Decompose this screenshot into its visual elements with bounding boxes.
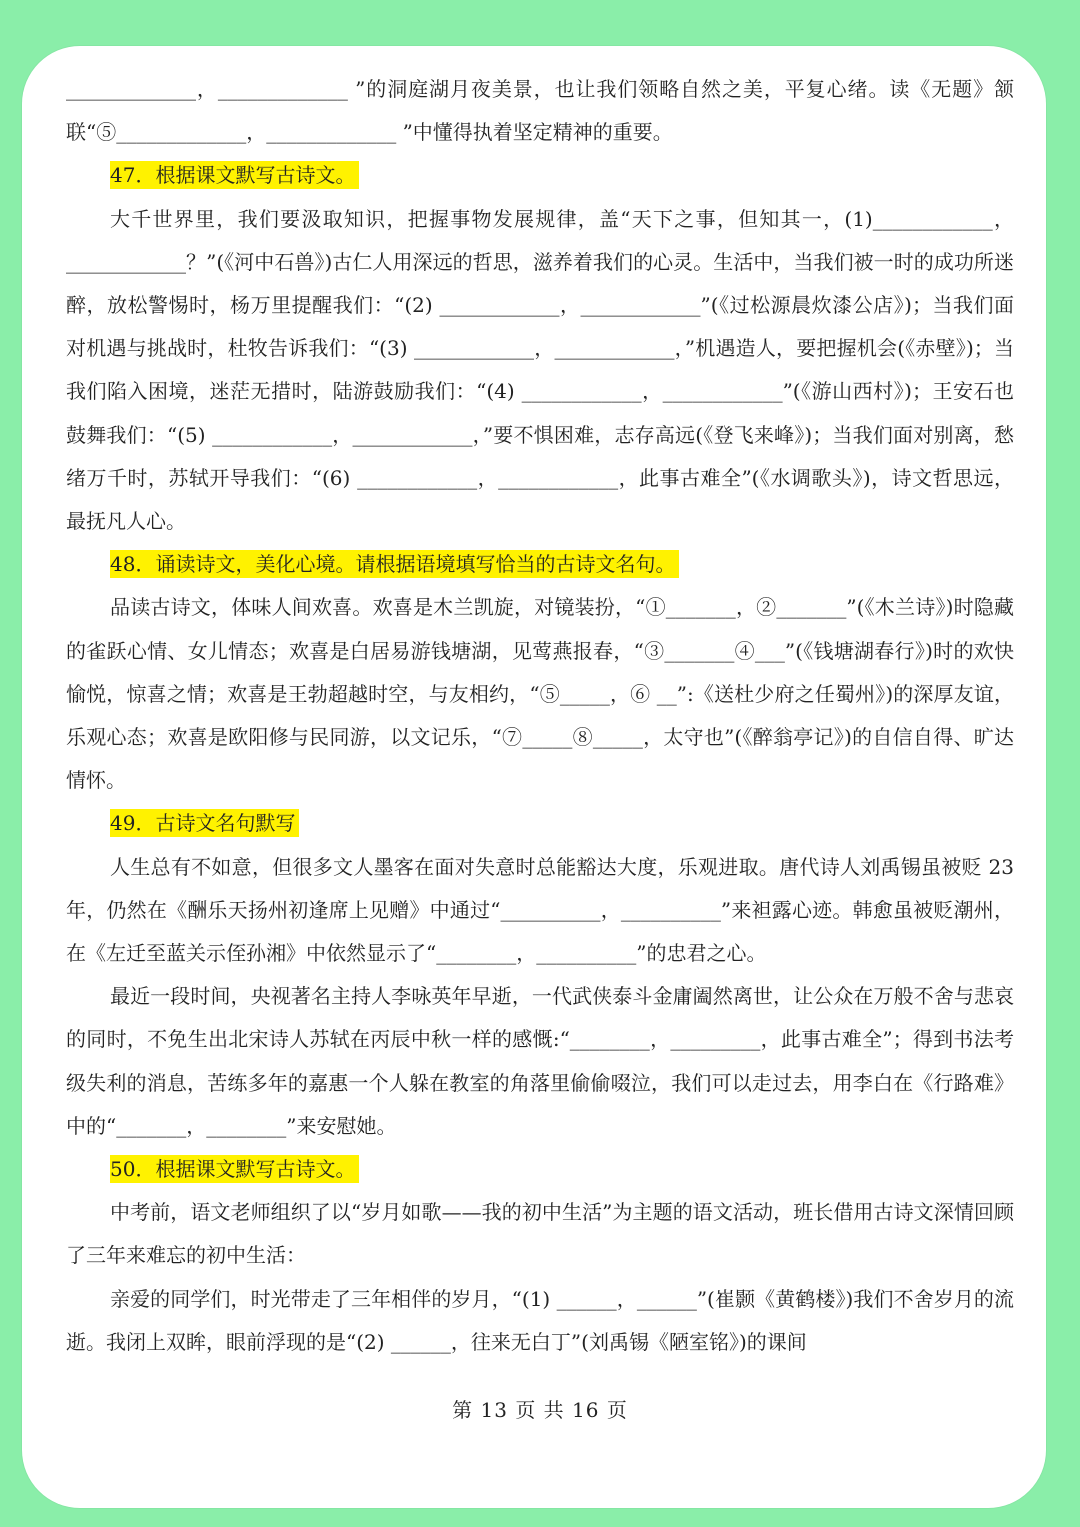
heading-text: 48．诵读诗文，美化心境。请根据语境填写恰当的古诗文名句。 (110, 550, 679, 578)
paragraph: 大千世界里，我们要汲取知识，把握事物发展规律，盖“天下之事，但知其一，(1)____________，____________？”(《河中石兽》)古仁人用深远的哲思，滋养着我们的心灵。生活中，当我们被一时的成功所迷醉，放松警惕时，杨万里提醒我们：“(2) ____________，____________”(《过松源晨炊漆公店》)；当我们面对机遇与挑战时，杜牧告诉我们：“(3) ____________，____________，”机遇造人，要把握机会(《赤壁》)；当我们陷入困境，迷茫无措时，陆游鼓励我们：“(4) ____________，____________”(《游山西村》)；王安石也鼓舞我们：“(5) ____________，____________，”要不惧困难，志存高远(《登飞来峰》)；当我们面对别离，愁绪万千时，苏轼开导我们：“(6) ____________，____________，此事古难全”(《水调歌头》)，诗文哲思远，最抚凡人心。 (66, 206, 1014, 534)
paragraph: 品读古诗文，体味人间欢喜。欢喜是木兰凯旋，对镜装扮，“①_______，②_______”(《木兰诗》)时隐藏的雀跃心情、女儿情态；欢喜是白居易游钱塘湖，见莺燕报春，“③_______④___”(《钱塘湖春行》)时的欢快愉悦，惊喜之情；欢喜是王勃超越时空，与友相约，“⑤_____，⑥ __”:《送杜少府之任蜀州》)的深厚友谊，乐观心态；欢喜是欧阳修与民同游，以文记乐，“⑦_____⑧_____，太守也”(《醉翁亭记》)的自信自得、旷达情怀。 (66, 595, 1014, 793)
question-heading-50 (66, 1148, 1014, 1191)
question-heading-47 (66, 154, 1014, 197)
paragraph: 亲爱的同学们，时光带走了三年相伴的岁月，“(1) ______，______”(崔颢《黄鹤楼》)我们不舍岁月的流逝。我闭上双眸，眼前浮现的是“(2) ______，往来无白丁”(刘禹锡《陋室铭》)的课间 (66, 1286, 1014, 1354)
paragraph: 人生总有不如意，但很多文人墨客在面对失意时总能豁达大度，乐观进取。唐代诗人刘禹锡虽被贬 23 年，仍然在《酬乐天扬州初逢席上见赠》中通过“__________，__________”来袒露心迹。韩愈虽被贬潮州，在《左迁至蓝关示侄孙湘》中依然显示了“________，__________”的忠君之心。 (66, 854, 1014, 966)
paragraph: _____________，_____________ ”的洞庭湖月夜美景，也让我们领略自然之美，平复心绪。读《无题》颔联“⑤_____________，_____________ ”中懂得执着坚定精神的重要。 (66, 77, 1014, 145)
heading-text: 49．古诗文名句默写 (110, 809, 299, 837)
paragraph: 最近一段时间，央视著名主持人李咏英年早逝，一代武侠泰斗金庸阖然离世，让公众在万般不舍与悲哀的同时，不免生出北宋诗人苏轼在丙辰中秋一样的感慨:“________，_________，此事古难全”；得到书法考级失利的消息，苦练多年的嘉惠一个人躲在教室的角落里偷偷啜泣，我们可以走过去，用李白在《行路难》中的“_______，________”来安慰她。 (66, 984, 1014, 1138)
page-footer: 第 13 页 共 16 页 (452, 1398, 628, 1422)
document-content (66, 68, 1014, 1364)
paragraph: 中考前，语文老师组织了以“岁月如歌——我的初中生活”为主题的语文活动，班长借用古诗文深情回顾了三年来难忘的初中生活： (66, 1200, 1014, 1268)
heading-text: 50．根据课文默写古诗文。 (110, 1155, 359, 1183)
question-heading-49 (66, 802, 1014, 845)
question-heading-48 (66, 543, 1014, 586)
heading-text: 47．根据课文默写古诗文。 (110, 161, 359, 189)
